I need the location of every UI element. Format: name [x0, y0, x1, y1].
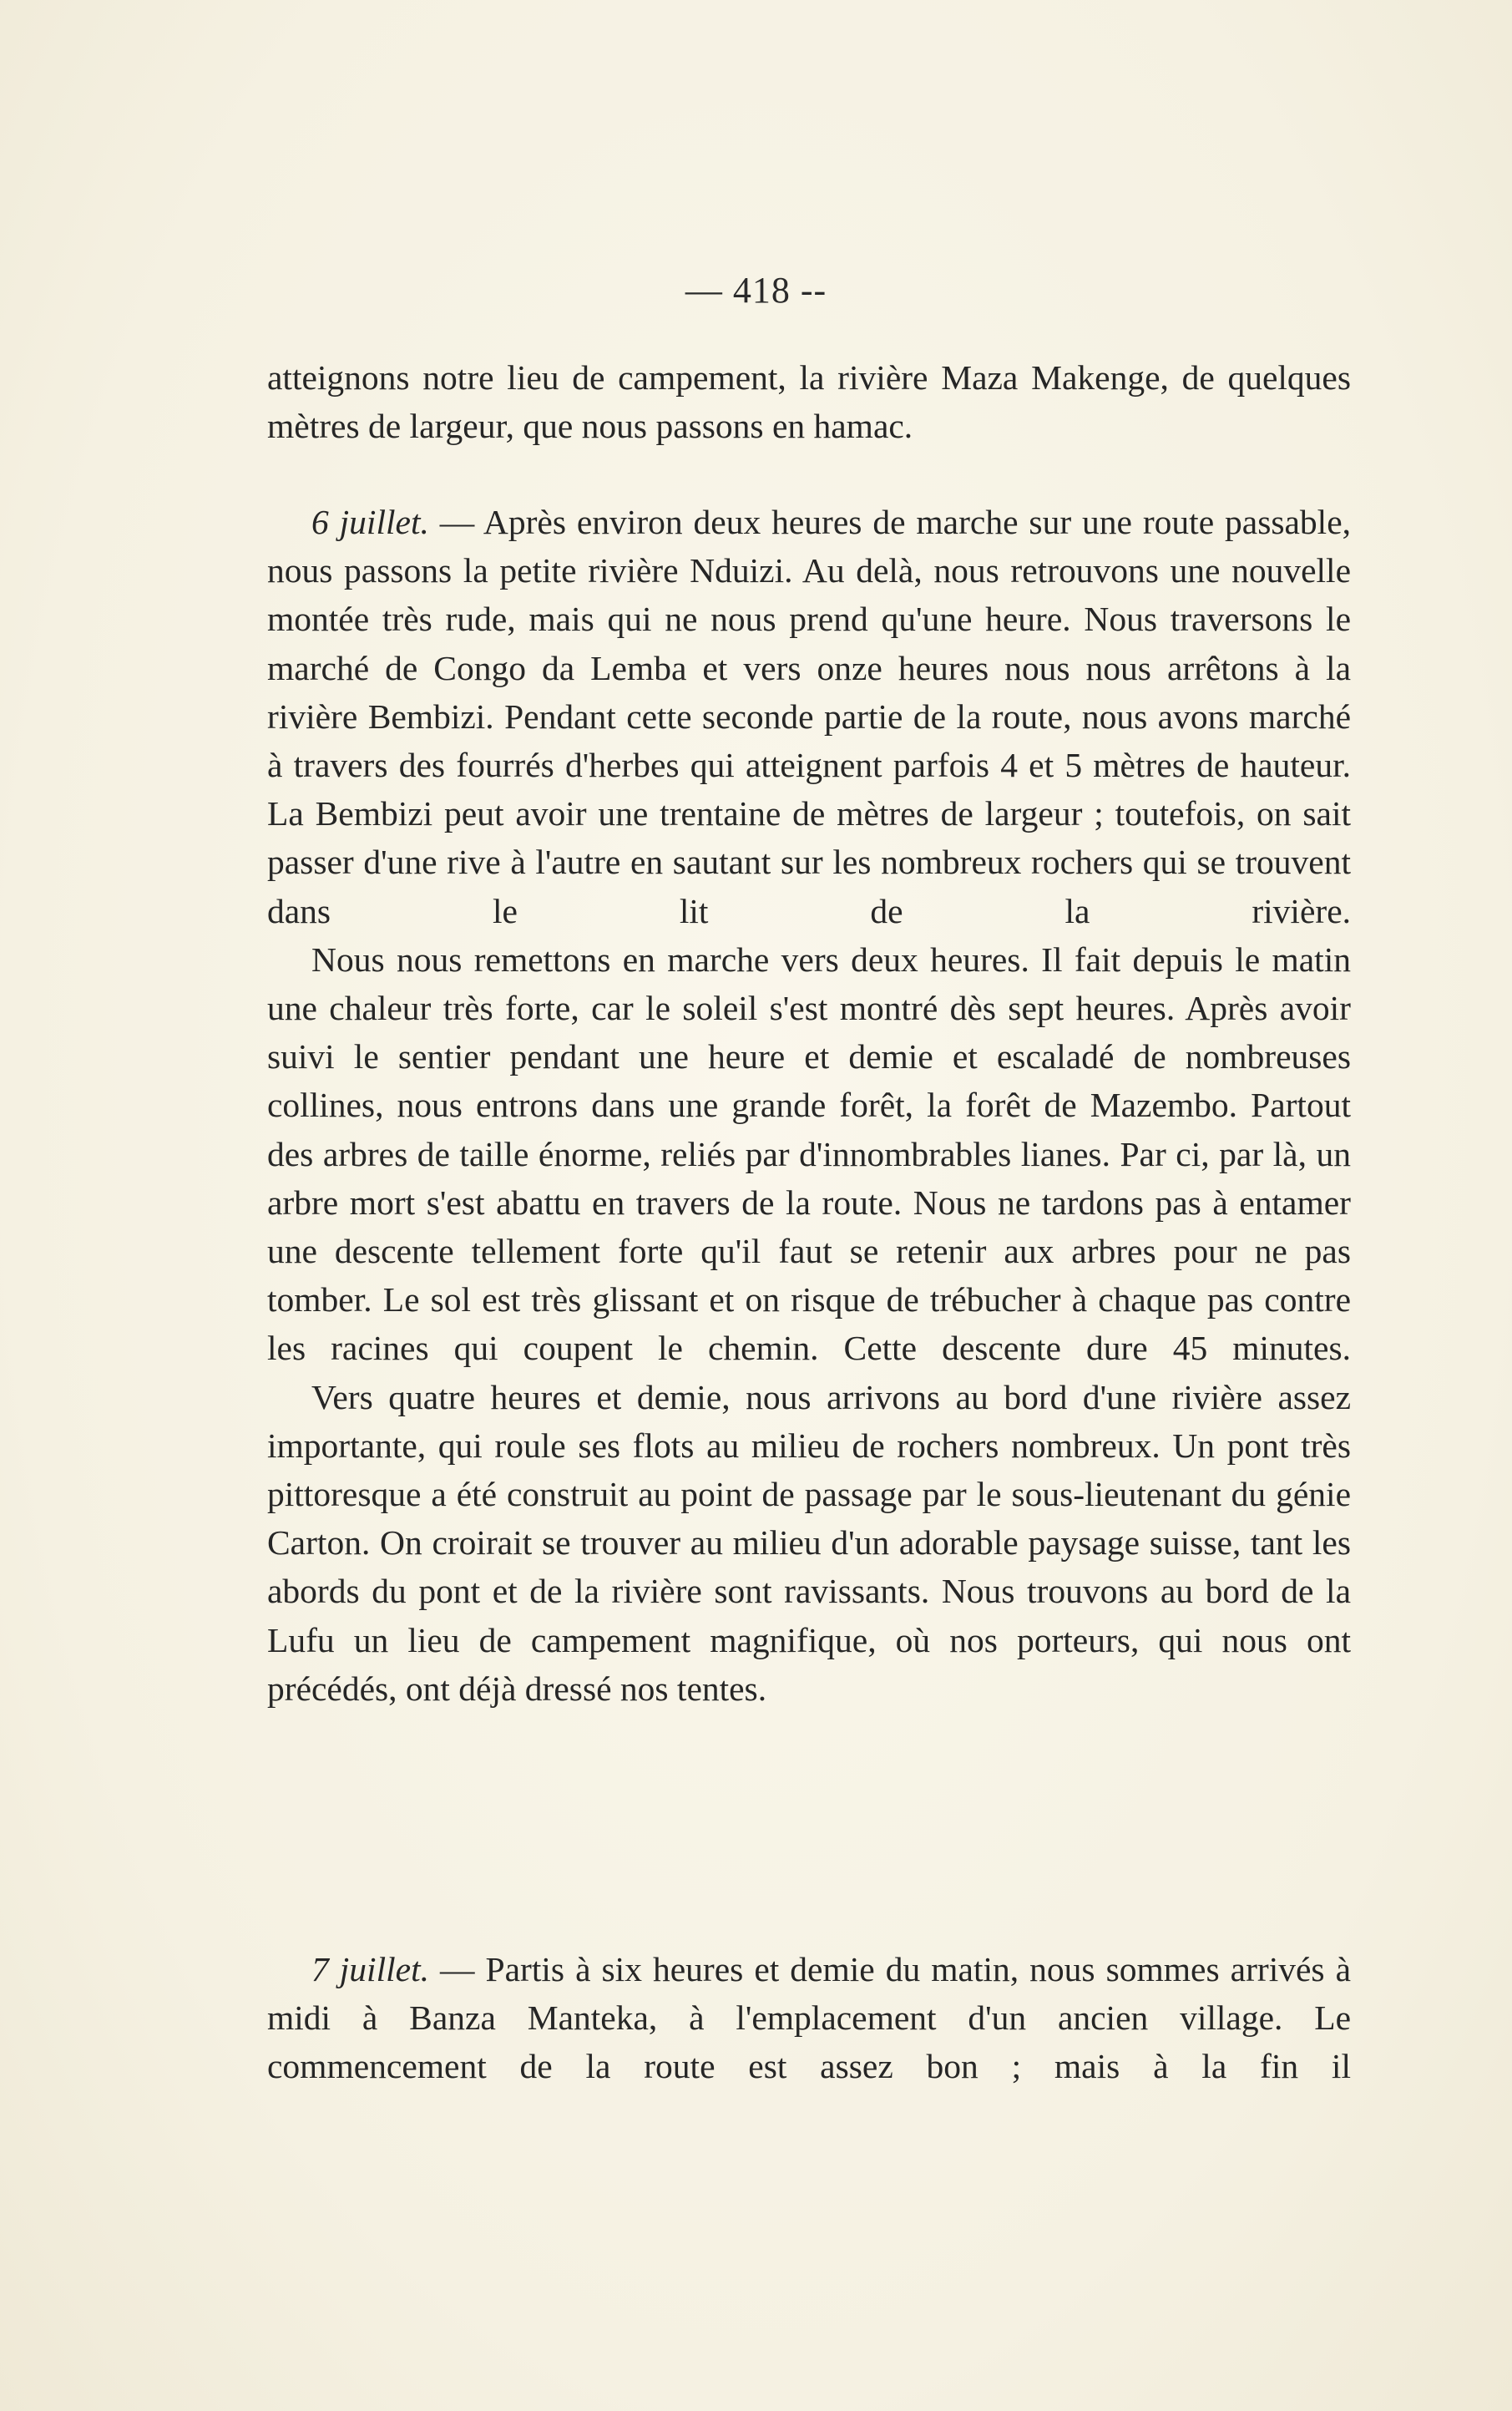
text-block-continuation	[267, 353, 1351, 450]
paragraph-text: — Après environ deux heures de marche sur une route passable, nous passons la petite rivière Nduizi. Au delà, nous retrouvons une nouvelle montée très rude, mais qui ne nous prend qu'une heure. Nous traversons le marché de Congo da Lemba et vers onze heures nous nous arrêtons à la rivière Bembizi. Pendant cette seconde partie de la route, nous avons marché à travers des fourrés d'herbes qui atteignent parfois 4 et 5 mètres de hauteur. La Bembizi peut avoir une trentaine de mètres de largeur ; toutefois, on sait passer d'une rive à l'autre en sautant sur les nombreux rochers qui se trouvent dans le lit de la rivière.	[267, 503, 1351, 930]
page-number: — 418 --	[685, 270, 827, 311]
paragraph	[267, 1945, 1351, 2091]
text-block-july-7	[267, 1945, 1351, 2091]
paragraph	[267, 498, 1351, 935]
paragraph: Nous nous remettons en marche vers deux heures. Il fait depuis le matin une chaleur très forte, car le soleil s'est montré dès sept heures. Après avoir suivi le sentier pendant une heure et demie et escaladé de nombreuses collines, nous entrons dans une grande forêt, la forêt de Mazembo. Partout des arbres de taille énorme, reliés par d'innombrables lianes. Par ci, par là, un arbre mort s'est abattu en travers de la route. Nous ne tardons pas à entamer une descente tellement forte qu'il faut se retenir aux arbres pour ne pas tomber. Le sol est très glissant et on risque de trébucher à chaque pas contre les racines qui coupent le chemin. Cette descente dure 45 minutes.	[267, 940, 1351, 1368]
paragraph: atteignons notre lieu de campement, la rivière Maza Makenge, de quelques mètres de largeur, que nous passons en hamac.	[267, 358, 1351, 446]
paragraph: Vers quatre heures et demie, nous arrivons au bord d'une rivière assez importante, qui roule ses flots au milieu de rochers nombreux. Un pont très pittoresque a été construit au point de passage par le sous-lieutenant du génie Carton. On croirait se trouver au milieu d'un adorable paysage suisse, tant les abords du pont et de la rivière sont ravissants. Nous trouvons au bord de la Lufu un lieu de campement magnifique, où nos porteurs, qui nous ont précédés, ont déjà dressé nos tentes.	[267, 1377, 1351, 1708]
entry-date: 6 juillet.	[311, 503, 429, 541]
entry-date: 7 juillet.	[311, 1950, 429, 1988]
paragraph-text: — Partis à six heures et demie du matin, nous sommes arrivés à midi à Banza Manteka, à l'emplacement d'un ancien village. Le commencement de la route est assez bon ; mais à la fin il	[267, 1950, 1352, 2086]
text-block-july-6	[267, 498, 1351, 1713]
